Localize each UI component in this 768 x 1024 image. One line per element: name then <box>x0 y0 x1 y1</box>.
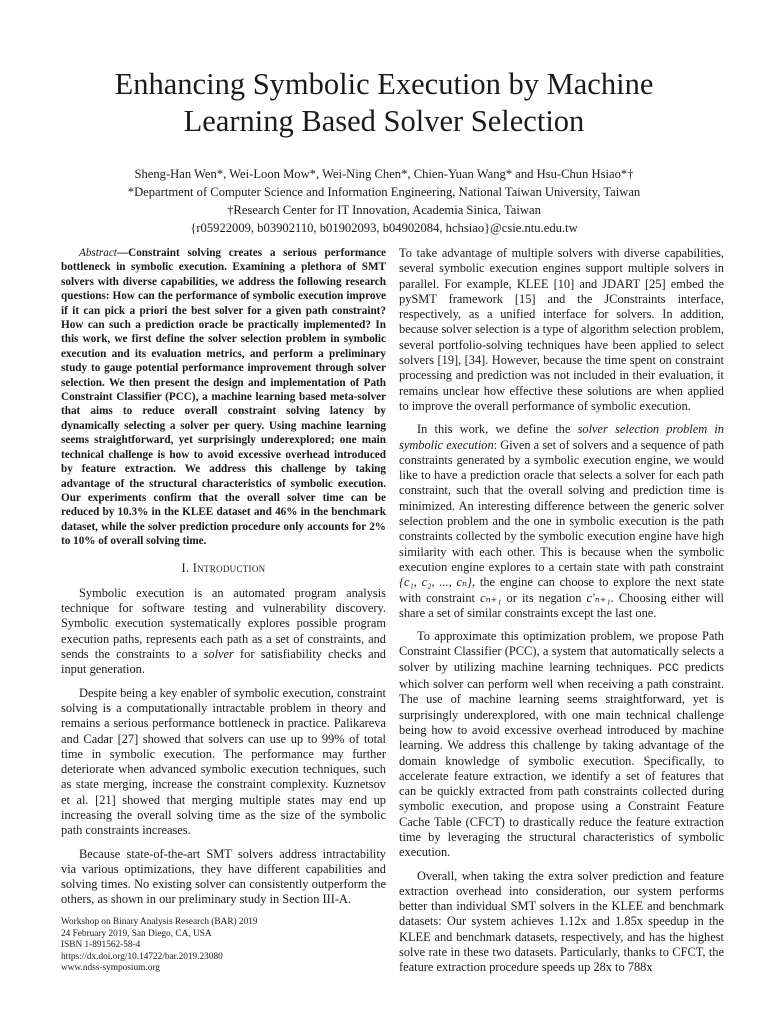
paragraph: Symbolic execution is an automated program analysis technique for software testing and vulnerability discovery. Symbolic execution systematically explores possible program execution paths, represents each path as a set of constraints, and sends the constraints to a solver for satisfiability checks and input generation. <box>61 585 386 677</box>
footnote <box>61 917 386 975</box>
abstract-label: Abstract <box>79 247 117 259</box>
paragraph: In this work, we define the solver selection problem in symbolic execution: Given a set of solvers and a sequence of path constraints generated by a symbolic execution engine, we would like to have a prediction oracle that selects a solver for each path constraint, such that the overall solving and prediction time is minimized. An interesting difference between the generic solver selection problem and the one in symbolic execution is the path constraints collected by the symbolic execution engine have high similarity with each other. This is because when the symbolic execution engine explores to a certain state with path constraint {c₁, c₂, ..., cₙ}, the engine can choose to explore the next state with constraint cₙ₊₁ or its negation c′ₙ₊₁. Choosing either will share a set of similar constraints except the last one. <box>399 422 724 620</box>
abstract-text: —Constraint solving creates a serious performance bottleneck in symbolic execution. Examining a plethora of SMT solvers with diverse capabilities, we address the following research questions: How can the performance of symbolic execution improve if it can pick a priori the best solver for a given path constraint? How can such a prediction oracle be practically implemented? In this work, we first define the solver selection problem in symbolic execution and its evaluation metrics, and perform a preliminary study to gauge potential performance improvement through solver selection. We then present the design and implementation of Path Constraint Classifier (PCC), a machine learning based meta-solver that aims to reduce overall constraint solving latency by dynamically selecting a solver per query. Using machine learning seems straightforward, yet surprisingly underexplored; one main technical challenge is how to avoid excessive overhead introduced by feature extraction. We address this challenge by taking advantage of the structural characteristics of symbolic execution. Our experiments confirm that the overall solver time can be reduced by 10.3% in the KLEE dataset and 46% in the benchmark dataset, while the solver prediction procedure only accounts for 2% to 10% of overall solving time. <box>61 247 386 548</box>
footnote-doi-link[interactable]: https://dx.doi.org/10.14722/bar.2019.23080 <box>61 951 223 962</box>
affiliation-2: †Research Center for IT Innovation, Academia Sinica, Taiwan <box>227 203 541 217</box>
italic-term: solver <box>203 647 234 662</box>
right-column <box>399 246 724 984</box>
author-emails: {r05922009, b03902110, b01902093, b04902084, hchsiao}@csie.ntu.edu.tw <box>190 221 578 235</box>
section-heading-introduction: I. Introduction <box>181 560 266 575</box>
paragraph: To approximate this optimization problem, we propose Path Constraint Classifier (PCC), a system that automatically selects a solver by utilizing machine learning techniques. PCC predicts which solver can perform well when receiving a path constraint. The use of machine learning seems straightforward, yet is surprisingly underexplored, with one main technical challenge being how to avoid excessive overhead introduced by machine learning. We address this challenge by taking advantage of the domain knowledge of symbolic execution. Specifically, to accelerate feature extraction, we identify a set of features that can be quickly extracted from path constraints collected during symbolic execution, and propose using a Constraint Feature Cache Table (CFCT) to drastically reduce the feature extraction time by leveraging the structural characteristics of symbolic execution. <box>399 629 724 860</box>
footnote-line: 24 February 2019, San Diego, CA, USA <box>61 928 212 939</box>
italic-term: solver selection problem in symbolic execution <box>399 422 724 452</box>
paper-title-line-1: Enhancing Symbolic Execution by Machine <box>114 67 654 101</box>
paragraph: To take advantage of multiple solvers with diverse capabilities, several symbolic execution engines support multiple solvers in parallel. For example, KLEE [10] and JDART [25] embed the pySMT framework [15] and the JConstraints interface, respectively, as a unified interface for solvers. In addition, because solver selection is a type of algorithm selection problem, several portfolio-solving techniques have been applied to select solvers [19], [34]. However, because the time spent on constraint processing and prediction was not included in their evaluation, it remains unclear how effective these solutions are when applied to improve the overall performance of symbolic execution. <box>399 246 724 413</box>
math-expression: cₙ₊₁ <box>480 590 502 605</box>
paper-title-line-2: Learning Based Solver Selection <box>183 104 585 138</box>
code-term: PCC <box>658 662 679 675</box>
author-names: Sheng-Han Wen*, Wei-Loon Mow*, Wei-Ning Chen*, Chien-Yuan Wang* and Hsu-Chun Hsiao*† <box>134 167 634 181</box>
math-expression: c′ₙ₊₁ <box>586 590 611 605</box>
author-block <box>0 165 768 237</box>
footnote-line: Workshop on Binary Analysis Research (BAR) 2019 <box>61 917 258 927</box>
paragraph: Because state-of-the-art SMT solvers address intractability via various optimizations, they have different capabilities and solving times. No existing solver can consistently outperform the others, as shown in our preliminary study in Section III-A. <box>61 846 386 907</box>
abstract <box>61 246 386 549</box>
left-column <box>61 246 386 916</box>
math-expression: {c₁, c₂, ..., cₙ} <box>399 575 473 590</box>
paragraph: Overall, when taking the extra solver prediction and feature extraction overhead into consideration, our system performs better than individual SMT solvers in the KLEE and benchmark datasets: Our system achieves 1.12x and 1.85x speedup in the KLEE and benchmark datasets, respectively, and has the highest solve rate in these two datasets. Particularly, thanks to CFCT, the feature extraction procedure speeds up 28x to 788x <box>399 868 724 975</box>
footnote-line: ISBN 1-891562-58-4 <box>61 940 141 951</box>
paragraph: Despite being a key enabler of symbolic execution, constraint solving is a computationally intractable problem in theory and remains a serious performance bottleneck in practice. Palikareva and Cadar [27] showed that solvers can use up to 99% of total time in symbolic execution. The performance may further deteriorate when advanced symbolic execution techniques, such as state merging, increase the constraint complexity. Kuznetsov et al. [21] showed that merging multiple states may end up increasing the overall solving time as the size of the symbolic path constraints increases. <box>61 685 386 838</box>
footnote-website-link[interactable]: www.ndss-symposium.org <box>61 963 160 974</box>
paper-title <box>0 66 768 140</box>
affiliation-1: *Department of Computer Science and Information Engineering, National Taiwan University, Taiwan <box>127 185 641 199</box>
